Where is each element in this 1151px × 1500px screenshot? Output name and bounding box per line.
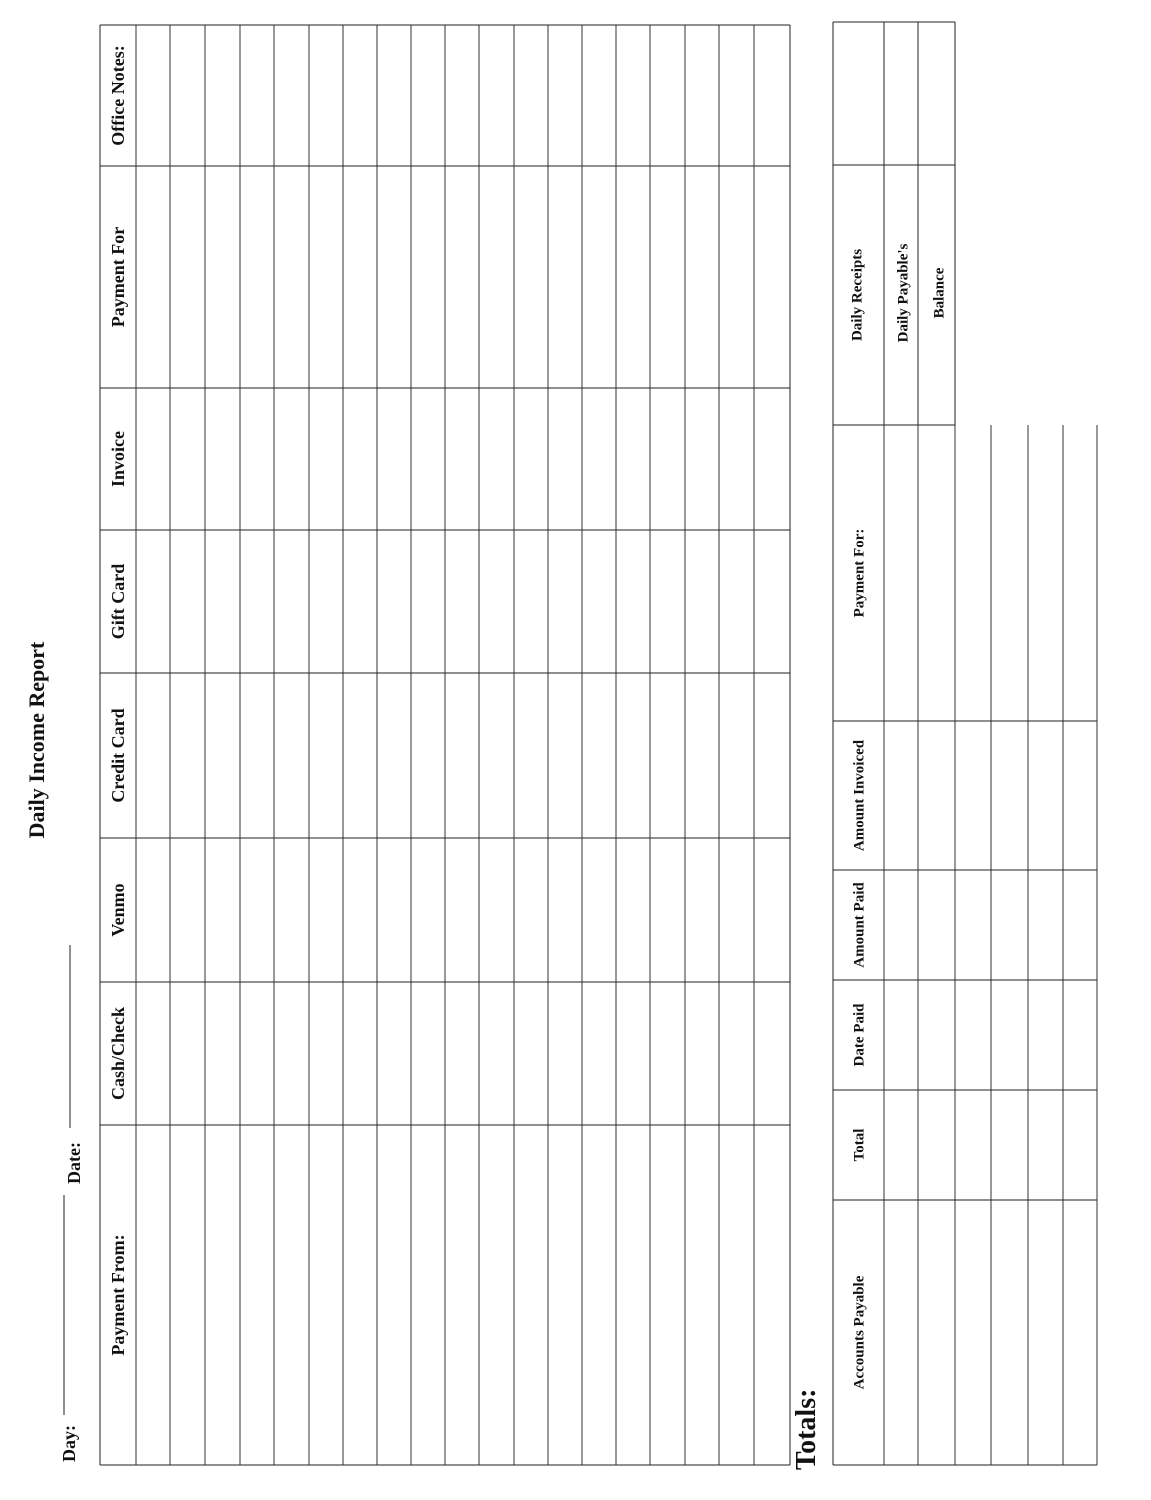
credit-card-header: Credit Card xyxy=(108,708,129,803)
payment-for-header: Payment For: xyxy=(851,528,868,618)
accounts-payable-header: Accounts Payable xyxy=(851,1275,868,1390)
date-label: Date: xyxy=(64,1142,84,1184)
daily-payables-label: Daily Payable's xyxy=(895,243,912,343)
payment-from-header: Payment From: xyxy=(108,1234,129,1356)
page-title: Daily Income Report xyxy=(24,641,49,839)
payment-for-header: Payment For xyxy=(108,226,129,328)
day-label: Day: xyxy=(59,1425,79,1462)
daily-receipts-label: Daily Receipts xyxy=(849,248,866,342)
totals-summary-box xyxy=(833,22,955,425)
accounts-payable-table xyxy=(833,425,1097,1465)
invoice-header: Invoice xyxy=(108,431,129,487)
amount-invoiced-header: Amount Invoiced xyxy=(851,739,868,852)
office-notes-header: Office Notes: xyxy=(108,45,129,146)
total-header: Total xyxy=(851,1128,868,1162)
income-table xyxy=(100,25,790,1465)
totals-heading: Totals: xyxy=(791,1388,822,1470)
income-table-headers xyxy=(108,45,128,1355)
balance-label: Balance xyxy=(931,267,948,319)
venmo-header: Venmo xyxy=(108,883,129,937)
totals-summary-labels xyxy=(849,243,947,342)
gift-card-header: Gift Card xyxy=(108,563,129,640)
amount-paid-header: Amount Paid xyxy=(851,882,868,968)
cash-check-header: Cash/Check xyxy=(108,1006,129,1101)
accounts-payable-headers xyxy=(851,529,867,1390)
date-paid-header: Date Paid xyxy=(851,1003,868,1067)
